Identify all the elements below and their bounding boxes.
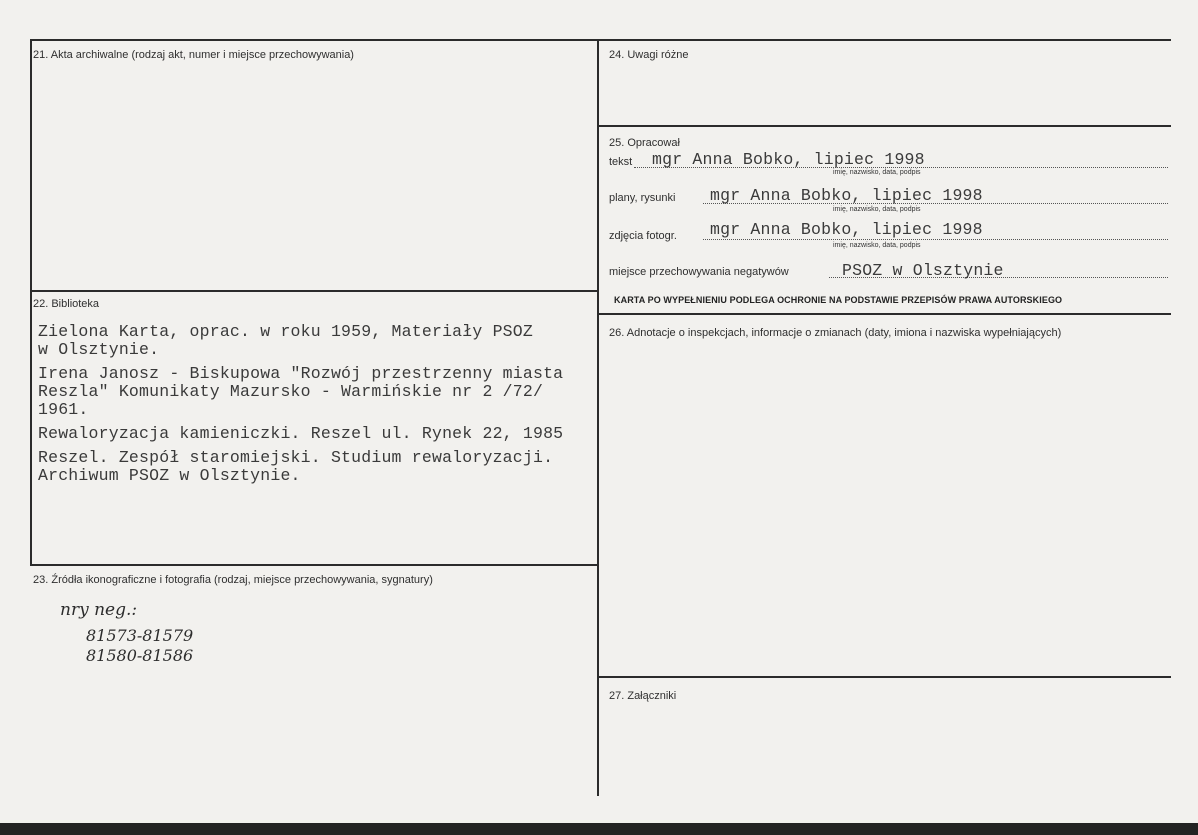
section-26-label: 26. Adnotacje o inspekcjach, informacje o zmianach (daty, imiona i nazwiska wypełniających) (609, 327, 1062, 339)
opracowal-row-value: PSOZ w Olsztynie (842, 261, 1004, 280)
biblio-line: Rewaloryzacja kamieniczki. Reszel ul. Rynek 22, 1985 (38, 424, 564, 443)
opracowal-row-caption: imię, nazwisko, data, podpis (833, 206, 921, 213)
section-23-label: 23. Źródła ikonograficzne i fotografia (rodzaj, miejsce przechowywania, sygnatury) (33, 574, 433, 586)
opracowal-row-label: miejsce przechowywania negatywów (609, 266, 789, 278)
biblio-line: w Olsztynie. (38, 340, 160, 359)
center-divider (597, 39, 599, 796)
opracowal-row-value: mgr Anna Bobko, lipiec 1998 (710, 220, 983, 239)
opracowal-row-label: tekst (609, 156, 633, 168)
biblio-line: Reszla" Komunikaty Mazursko - Warmińskie nr 2 /72/ (38, 382, 544, 401)
rule-22 (30, 290, 598, 292)
section-25-label: 25. Opracował (609, 137, 680, 149)
biblio-line: Reszel. Zespół staromiejski. Studium rewaloryzacji. (38, 448, 554, 467)
opracowal-row-caption: imię, nazwisko, data, podpis (833, 169, 921, 176)
rule-25 (598, 125, 1171, 127)
section-21-label: 21. Akta archiwalne (rodzaj akt, numer i miejsce przechowywania) (33, 49, 354, 61)
fill-line (703, 239, 1168, 240)
opracowal-row-caption: imię, nazwisko, data, podpis (833, 242, 921, 249)
handwritten-neg-range: 81580-81586 (86, 646, 194, 665)
opracowal-row-value: mgr Anna Bobko, lipiec 1998 (710, 186, 983, 205)
section-27-label: 27. Załączniki (609, 690, 677, 702)
rule-23 (30, 564, 598, 566)
copyright-notice: KARTA PO WYPEŁNIENIU PODLEGA OCHRONIE NA PODSTAWIE PRZEPISÓW PRAWA AUTORSKIEGO (614, 295, 1063, 305)
biblio-line: Archiwum PSOZ w Olsztynie. (38, 466, 301, 485)
biblio-line: Zielona Karta, oprac. w roku 1959, Materiały PSOZ (38, 322, 533, 341)
section-24-label: 24. Uwagi różne (609, 49, 689, 61)
opracowal-row-label: zdjęcia fotogr. (609, 230, 677, 242)
left-border (30, 39, 32, 566)
biblio-line: 1961. (38, 400, 89, 419)
opracowal-row-value: mgr Anna Bobko, lipiec 1998 (652, 150, 925, 169)
handwritten-neg-range: 81573-81579 (86, 626, 194, 645)
scan-edge (0, 823, 1198, 835)
opracowal-row-label: plany, rysunki (609, 192, 676, 204)
rule-notice (598, 313, 1171, 315)
top-rule (30, 39, 1171, 41)
biblio-line: Irena Janosz - Biskupowa "Rozwój przestrzenny miasta (38, 364, 564, 383)
handwritten-neg-label: nry neg.: (60, 600, 138, 620)
rule-27 (598, 676, 1171, 678)
section-22-label: 22. Biblioteka (33, 298, 100, 310)
